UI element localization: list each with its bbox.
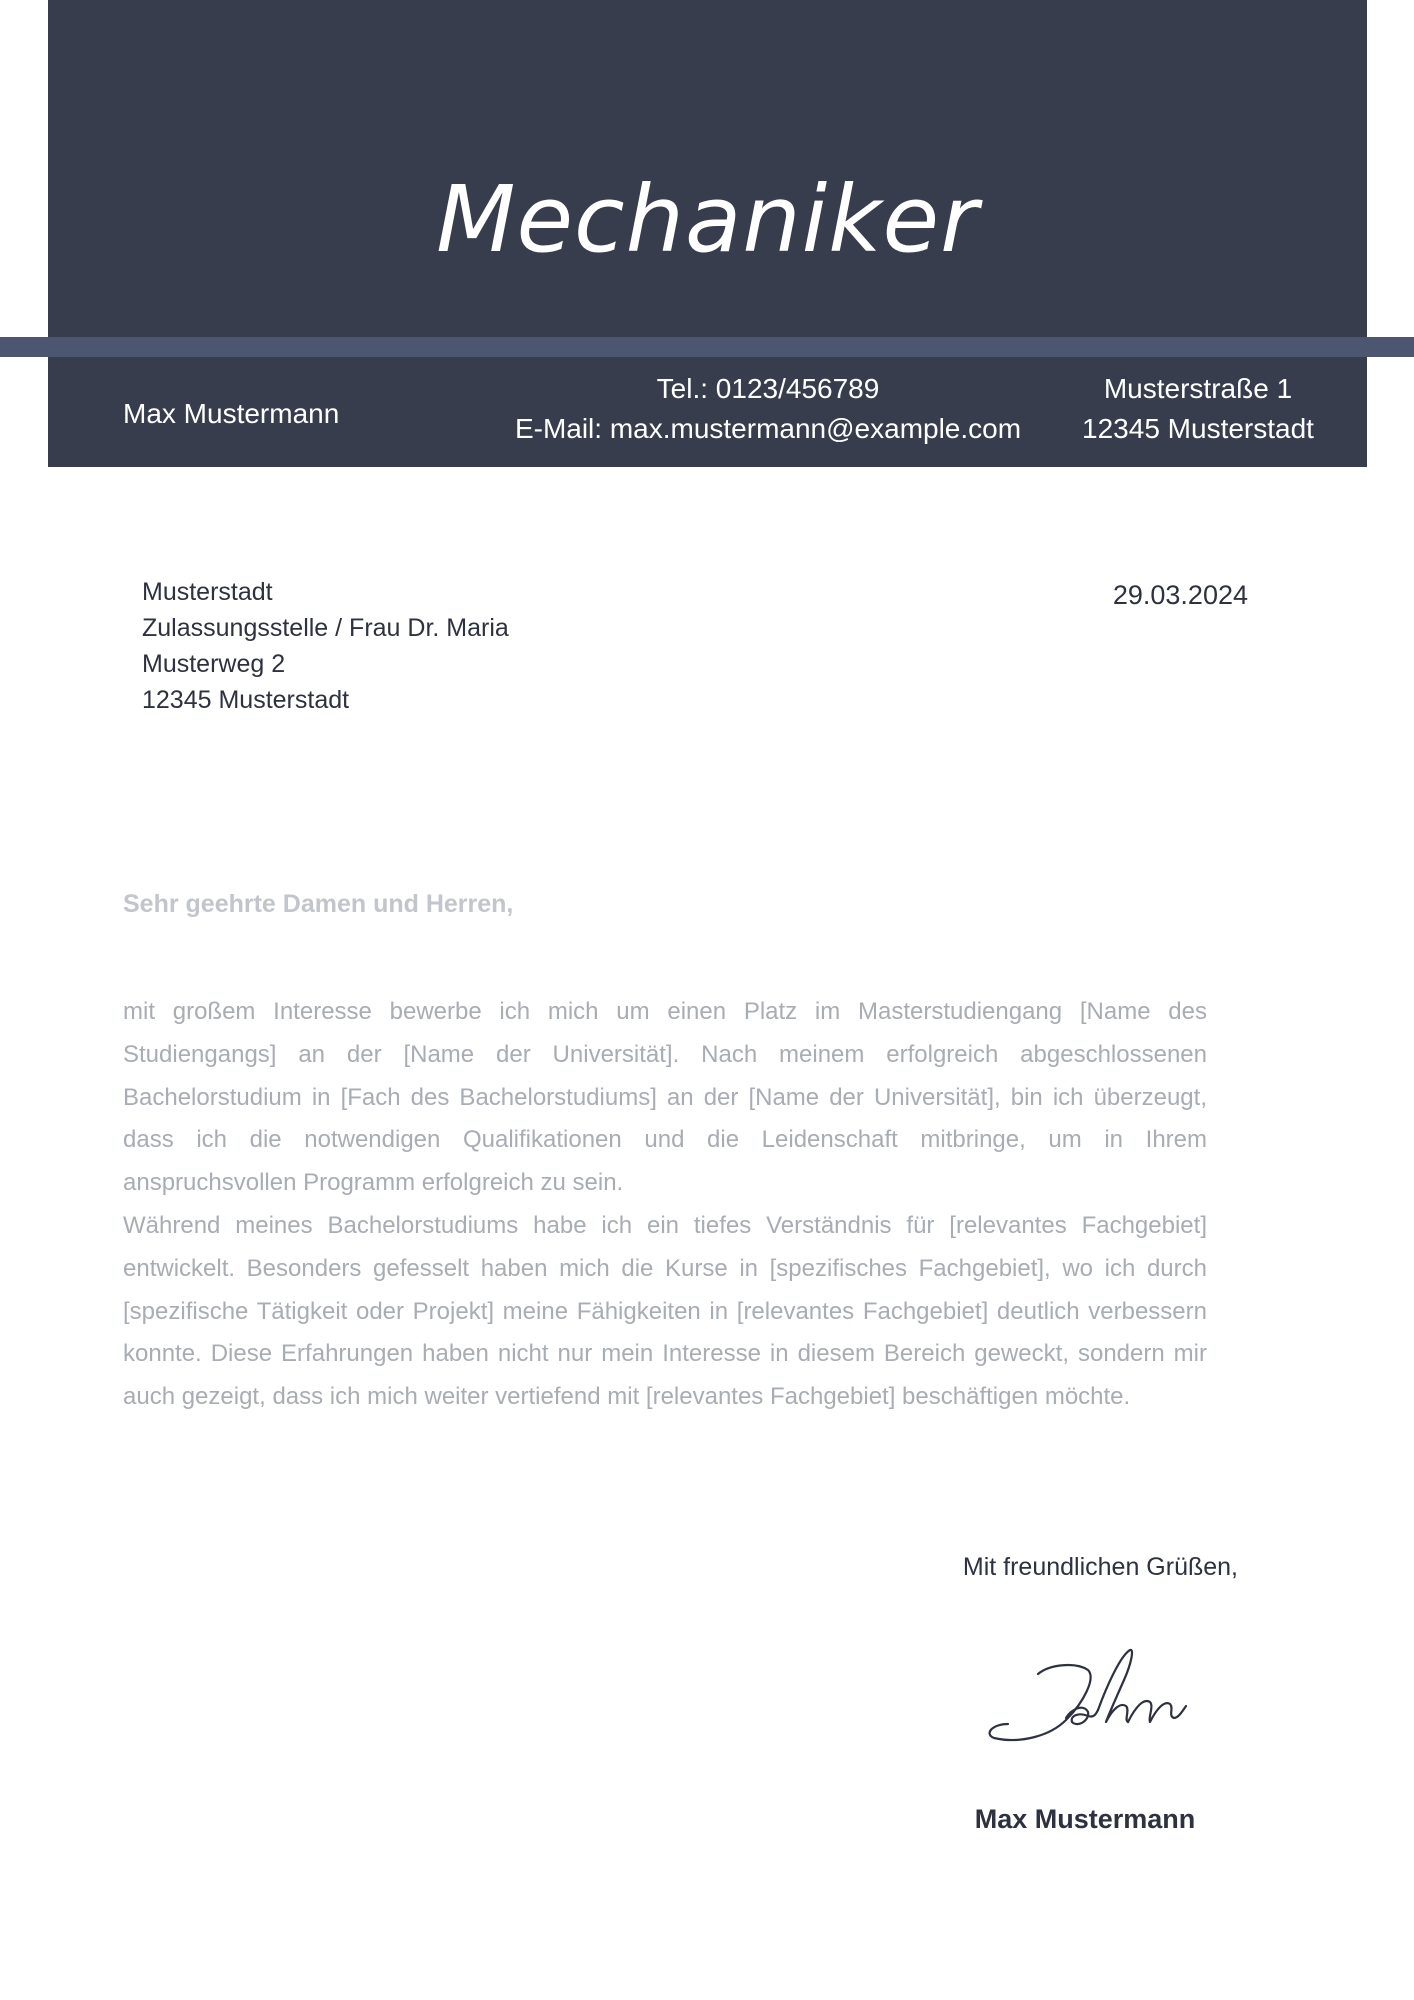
body-paragraph: Während meines Bachelorstudiums habe ich ein tiefes Verständnis für [relevantes Fachgebiet] entwickelt. Besonders gefesselt haben mich die Kurse in [spezifisches Fachgebiet], wo ich durch [spezifische Tätigkeit oder Projekt] meine Fähigkeiten in [relevantes Fachgebiet] deutlich verbessern konnte. Diese Erfahrungen haben nicht nur mein Interesse in diesem Bereich geweckt, sondern mir auch gezeigt, dass ich mich weiter vertiefend mit [relevantes Fachgebiet] beschäftigen möchte. bbox=[123, 1211, 1207, 1411]
email-address: E-Mail: max.mustermann@example.com bbox=[514, 413, 1022, 444]
phone-number: Tel.: 0123/456789 bbox=[656, 373, 880, 404]
salutation: Sehr geehrte Damen und Herren, bbox=[123, 890, 514, 918]
header-banner bbox=[48, 0, 1367, 337]
sender-address bbox=[1048, 369, 1348, 449]
handwritten-signature bbox=[980, 1640, 1190, 1760]
recipient-line: 12345 Musterstadt bbox=[142, 686, 350, 714]
accent-band bbox=[0, 337, 1414, 357]
recipient-line: Musterweg 2 bbox=[142, 650, 286, 678]
sender-city: 12345 Musterstadt bbox=[1082, 413, 1314, 444]
recipient-line: Zulassungsstelle / Frau Dr. Maria bbox=[142, 614, 509, 642]
closing-phrase: Mit freundlichen Grüßen, bbox=[962, 1553, 1238, 1581]
signer-name: Max Mustermann bbox=[974, 1804, 1196, 1834]
letter-date: 29.03.2024 bbox=[1112, 580, 1248, 610]
contact-bar bbox=[48, 357, 1367, 467]
letter-body bbox=[123, 991, 1207, 1419]
sender-street: Musterstraße 1 bbox=[1103, 373, 1293, 404]
document-title: Mechaniker bbox=[436, 166, 979, 273]
recipient-line: Musterstadt bbox=[142, 578, 273, 606]
contact-details bbox=[438, 369, 1098, 449]
sender-name: Max Mustermann bbox=[123, 398, 340, 429]
body-paragraph: mit großem Interesse bewerbe ich mich um einen Platz im Masterstudiengang [Name des Studiengangs] an der [Name der Universität]. Nach meinem erfolgreich abgeschlossenen Bachelorstudium in [Fach des Bachelorstudiums] an der [Name der Universität], bin ich überzeugt, dass ich die notwendigen Qualifikationen und die Leidenschaft mitbringe, um in Ihrem anspruchsvollen Programm erfolgreich zu sein. bbox=[123, 998, 1207, 1197]
recipient-address bbox=[142, 574, 509, 718]
